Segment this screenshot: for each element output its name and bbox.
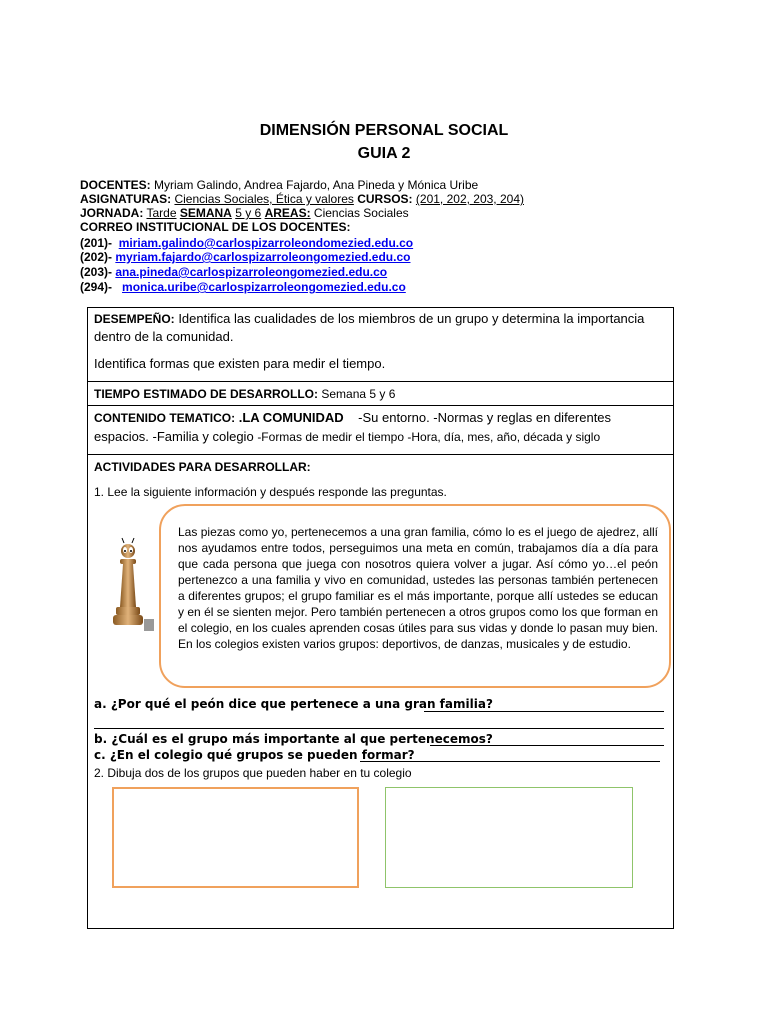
email-row-294: (294)- monica.uribe@carlospizarroleongomezied.edu.co <box>80 280 406 294</box>
docentes-line: DOCENTES: Myriam Galindo, Andrea Fajardo, Ana Pineda y Mónica Uribe <box>80 178 479 192</box>
pawn-icon <box>108 537 158 637</box>
email-link[interactable]: myriam.fajardo@carlospizarroleongomezied.edu.co <box>115 250 411 264</box>
email-row-201: (201)- miriam.galindo@carlospizarroleondomezied.edu.co <box>80 236 414 250</box>
email-link[interactable]: miriam.galindo@carlospizarroleondomezied.edu.co <box>118 236 414 250</box>
tiempo-row: TIEMPO ESTIMADO DE DESARROLLO: Semana 5 y 6 <box>88 382 673 406</box>
answer-line-a2[interactable] <box>94 728 664 729</box>
email-row-203: (203)- ana.pineda@carlospizarroleongomezied.edu.co <box>80 265 388 279</box>
desempeno-text2: Identifica formas que existen para medir el tiempo. <box>94 356 386 371</box>
guide-number: GUIA 2 <box>357 145 411 162</box>
answer-line-b[interactable] <box>430 745 664 746</box>
email-link[interactable]: monica.uribe@carlospizarroleongomezied.edu.co <box>122 280 406 294</box>
story-bubble <box>159 504 671 688</box>
answer-line-a[interactable] <box>424 711 664 712</box>
email-row-202: (202)- myriam.fajardo@carlospizarroleongomezied.edu.co <box>80 250 411 264</box>
answer-line-c[interactable] <box>360 761 660 762</box>
drawing-box-2[interactable] <box>385 787 633 888</box>
desempeno-row: DESEMPEÑO: Identifica las cualidades de los miembros de un grupo y determina la importancia dentro de la comunidad. Identifica formas que existen para medir el tiempo. <box>88 308 673 382</box>
story-text: Las piezas como yo, pertenecemos a una gran familia, cómo lo es el juego de ajedrez, allí nos ayudamos entre todos, perseguimos una meta en común, trabajamos día a día para que cada persona que juega con nosotros quiera volver a jugar. Así cómo yo…el peón pertenezco a una familia y vivo en comunidad, ustedes las personas también pertenecen a diferentes grupos; el grupo familiar es el más importante, porque allí ustedes se educan y en él se sienten mejor. Pero también pertenecen a otros grupos como los que forman en el colegio, en los cuales aprenden cosas útiles para sus vidas y donde lo pasan muy bien. En los colegios existen varios grupos: deportivos, de danzas, musicales y de estudio. <box>178 525 658 651</box>
instruction: 1. Lee la siguiente información y después responde las preguntas. <box>94 485 447 499</box>
drawing-box-1[interactable] <box>112 787 359 888</box>
actividades-label: ACTIVIDADES PARA DESARROLLAR: <box>94 460 311 474</box>
question-b: b. ¿Cuál es el grupo más importante al que pertenecemos? <box>94 732 493 746</box>
contenido-row: CONTENIDO TEMATICO: .LA COMUNIDAD -Su entorno. -Normas y reglas en diferentes espacios. -Familia y colegio -Formas de medir el tiempo -Hora, día, mes, año, década y siglo <box>88 406 673 455</box>
item-2: 2. Dibuja dos de los grupos que pueden haber en tu colegio <box>94 766 412 780</box>
page-title: DIMENSIÓN PERSONAL SOCIAL <box>259 122 509 139</box>
correo-label: CORREO INSTITUCIONAL DE LOS DOCENTES: <box>80 220 351 234</box>
email-link[interactable]: ana.pineda@carlospizarroleongomezied.edu.co <box>115 265 388 279</box>
question-a: a. ¿Por qué el peón dice que pertenece a una gran familia? <box>94 697 493 711</box>
question-c: c. ¿En el colegio qué grupos se pueden formar? <box>94 748 415 762</box>
asignaturas-line: ASIGNATURAS: Ciencias Sociales, Ética y valores CURSOS: (201, 202, 203, 204) <box>80 192 524 206</box>
jornada-line: JORNADA: Tarde SEMANA 5 y 6 AREAS: Ciencias Sociales <box>80 206 409 220</box>
